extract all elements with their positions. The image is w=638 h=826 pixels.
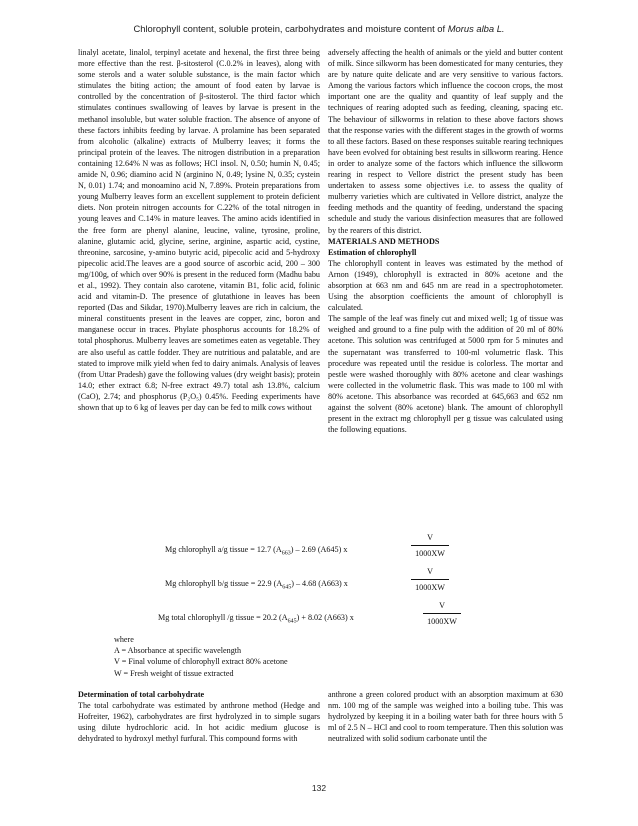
definition-w: W = Fresh weight of tissue extracted bbox=[114, 668, 234, 678]
equation-chlorophyll-a: Mg chlorophyll a/g tissue = 12.7 $(A_{663}) - 2.69$ (A645) x bbox=[165, 545, 348, 557]
definition-a: A = Absorbance at specific wavelength bbox=[114, 646, 242, 656]
fraction-denominator: 1000XW bbox=[415, 549, 445, 558]
carbohydrate-right-paragraph: anthrone a green colored product with an absorption maximum at 630 nm. 100 mg of the sample was weighed into a boiling tube. This was hydrolyzed by keeping it in a boiling water bath for three hours with 5 ml of 2.5 N – HCl and cool to room temperature. Then this solution was neutralized with solid sodium carbonate until the bbox=[328, 690, 563, 744]
running-header bbox=[0, 23, 638, 34]
methods-paragraph: The chlorophyll content in leaves was estimated by the method of Arnon (1949), chlorophyll is extracted in 80% acetone and the absorption at 663 nm and 645 nm are read in a spectrophotometer. Using the absorption coefficients the amount of chlorophyll is calculated. bbox=[328, 258, 563, 313]
fraction-bar bbox=[411, 579, 449, 580]
fraction-2 bbox=[405, 567, 455, 593]
fraction-bar bbox=[423, 613, 461, 614]
subsection-heading: Estimation of chlorophyll bbox=[328, 247, 417, 257]
right-intro-paragraph: adversely affecting the health of animals or the yield and butter content of milk. Since silkworm has been domesticated for many centuries, they are by nature quite delicate and are very sensitive to various factors. Among the various factors which influence the cocoon crops, the most important one are the quality and quantity of leaf supply and the techniques of rearing adopted such as feeding, cleaning, spacing etc. The behaviour of silkworms in relation to these above factors shows that the response varies with the different stages in the growth of worms to all these factors. Based on these responses suitable rearing techniques have been evolved for obtaining best results in silkworm rearing. Hence in order to analyze some of the factors which influence the silkworm rearing in respect to Vellore district the present study has been undertaken to assess some objectives i.e. to assess the quality of mulberry varieties which are cultivated in Vellore district, analyze the feeding methods and the quantity of feeding, understand the spacing schedule and study the various disinfection measures that are followed by the rearers of this district. bbox=[328, 48, 563, 235]
fraction-1 bbox=[405, 533, 455, 559]
equation-total-chlorophyll: Mg total chlorophyll /g tissue = 20.2 $(A_{645}) + 8.02$ (A663) x bbox=[158, 613, 354, 625]
header-species: Morus alba L. bbox=[447, 23, 505, 34]
section-heading: MATERIALS AND METHODS bbox=[328, 236, 440, 246]
definition-v: V = Final volume of chlorophyll extract 80% acetone bbox=[114, 657, 288, 667]
left-column bbox=[78, 47, 320, 413]
fraction-3 bbox=[417, 601, 467, 627]
carbohydrate-left-column bbox=[78, 689, 320, 744]
equation-chlorophyll-b: Mg chlorophyll b/g tissue = 22.9 $(A_{645}) - 4.68$ (A663) x bbox=[165, 579, 348, 591]
fraction-numerator: V bbox=[427, 567, 433, 576]
where-label: where bbox=[114, 635, 134, 644]
right-column bbox=[328, 47, 563, 435]
header-title: Chlorophyll content, soluble protein, carbohydrates and moisture content of bbox=[133, 23, 448, 34]
fraction-bar bbox=[411, 545, 449, 546]
carbohydrate-left-paragraph: The total carbohydrate was estimated by anthrone method (Hedge and Hofreiter, 1962), carbohydrates are first hydrolyzed in to simple sugars using dilute hydrochloric acid. In hot acidic medium glucose is dehydrated to hydroxyl methyl furfural. This compound forms with bbox=[78, 701, 320, 744]
carbohydrate-right-column bbox=[328, 689, 563, 744]
carbohydrate-heading: Determination of total carbohydrate bbox=[78, 690, 205, 699]
fraction-numerator: V bbox=[427, 533, 433, 542]
fraction-numerator: V bbox=[439, 601, 445, 610]
left-paragraph: linalyl acetate, linalol, terpinyl acetate and hexenal, the first three being more effective than the rest. β-sitosterol (C.0.2% in leaves), along with some sterols and a water soluble substance, is the main factor which stimulates the biting action; the amount of food eaten by larvae is controlled by the concentration of β-sitosterol. The third factor which stimulates continues swallowing of leaves by larvae is present in the methanol insoluble, but water soluble fraction. The absence of anyone of these factors inhibits feeding by larvae. A prolamine has been separated from alcoholic (alkaline) extracts of Mulberry leaves; it forms the principal protein of the leaves. The nitrogen distribution in a preparation containing 12.64% N was as follows; HCl insol. N, 0.50; humin N, 0.45; amide N, 0.96; diamino acid N (arginino N, 0.49; lysine N, 0.35; cystein N, 0.01) 1.74; and monoamino acid N, 7.89%. Protein preparations from young Mulberry leaves form an excellent supplement to protein deficient diets. Non protein nitrogen accounts for C.22% of the total nitrogen in young leaves and C.14% in mature leaves. The amino acids identified in the free form are phenyl alanine, leucine, valine, tyrosine, proline, alanine, glutamic acid, glycine, serine, arginine, aspartic acid, cystine, threonine, sarcosine, y-amino butyric acid, pipecolic acid and 5-hydroxy pipecolic acid.The leaves are a good source of ascorbic acid, 200 – 300 mg/100g, of which over 90% is present in the reduced form (Madhu babu et al., 1992). They contain also carotene, vitamin B1, folic acid, folinic acid and vitamin-D. The presence of glutathione in leaves has been reported (Das and Sikdar, 1970).Mulberry leaves are rich in calcium, the mineral constituents present in the leaves are copper, zinc, boron and manganese occur in traces. Phylate phosphorus accounts for 18.2% of total phosphorus. Mulberry leaves are sometimes eaten as vegetable. They are also useful as cattle fodder. They are nutritious and palatable, and are stated to improve milk yield when fed to dairy animals. Analysis of leaves (from Uttar Pradesh) gave the following values (dry weight basis); protein 14.0; ether extract 6.8; N-free extract 49.7) total ash 13.8%, calcium (CaO), 2.74; and phosphorus (P₂O₅) 0.45%. Feeding experiments have shown that up to 6 kg of leaves per day can be fed to milk cows without bbox=[78, 48, 320, 412]
fraction-denominator: 1000XW bbox=[415, 583, 445, 592]
procedure-paragraph: The sample of the leaf was finely cut and mixed well; 1g of tissue was weighed and ground to a fine pulp with the addition of 20 ml of 80% acetone. This solution was centrifuged at 5000 rpm for 5 minutes and the supernatant was transferred to 100-ml volumetric flask. This procedure was repeated until the residue is colorless. The mortar and pestle were washed thoroughly with 80% acetone and clear washings were collected in the volumetric flask. This was made to 100 ml with 80% acetone. This absorbance was recorded at 645,663 and 652 nm against the solvent (80% acetone) blank. The amount of chlorophyll present in the extract mg chlorophyll per g tissue was calculated using the following equations. bbox=[328, 314, 563, 435]
where-definitions bbox=[114, 634, 288, 679]
fraction-denominator: 1000XW bbox=[427, 617, 457, 626]
page-number: 132 bbox=[311, 783, 327, 793]
